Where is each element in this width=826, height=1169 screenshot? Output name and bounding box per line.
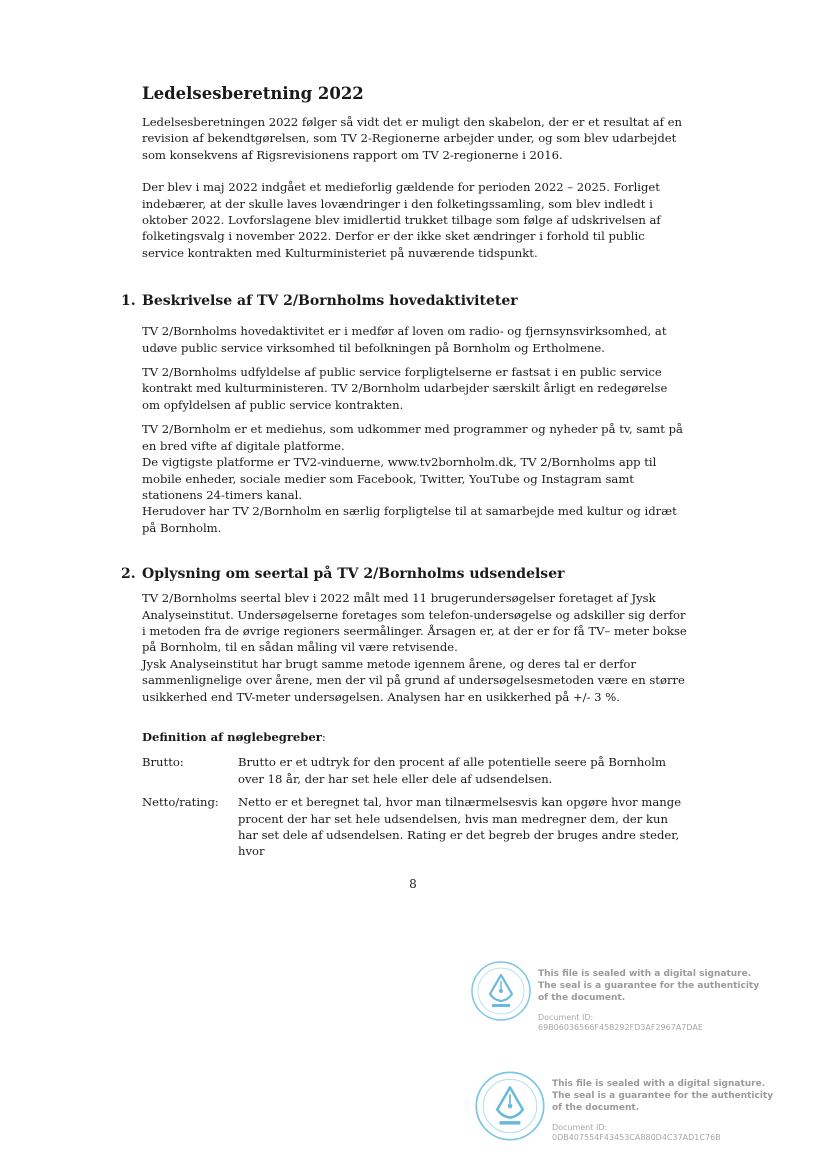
section-number: 2. [121,566,136,583]
seal-document-id [552,1123,721,1143]
digital-seal [470,960,770,1040]
intro-paragraph: Der blev i maj 2022 indgået et medieforlig gældende for perioden 2022 – 2025. Forliget indebærer, at der skulle laves lovændringer i den folketingssamling, som blev indledt i oktober 2022. Lovforslagene blev imidlertid trukket tilbage som følge af udskrivelsen af folketingsvalg i november 2022. Derfor er der ikke sket ændringer i forhold til public service kontrakten med Kulturministeriet på nuværende tidspunkt. [142,180,661,260]
section-heading-text: Beskrivelse af TV 2/Bornholms hovedaktiviteter [142,293,518,310]
seal-id-value: 0DB407554F43453CA880D4C37AD1C76B [552,1133,721,1142]
definitions-title [142,729,687,745]
section-paragraph: TV 2/Bornholm er et mediehus, som udkommer med programmer og nyheder på tv, samt på en bred vifte af digitale platforme. De vigtigste platforme er TV2-vinduerne, www.tv2bornholm.dk, TV 2/Bornholms app til mobile enheder, sociale medier som Facebook, Twitter, YouTube og Instagram samt stationens 24-timers kanal. Herudover har TV 2/Bornholm en særlig forpligtelse til at samarbejde med kultur og idræt på Bornholm. [142,422,683,535]
definition-term: Brutto: [142,755,184,770]
intro-paragraph: Ledelsesberetningen 2022 følger så vidt det er muligt den skabelon, der er et resultat af en revision af bekendtgørelsen, som TV 2-Regionerne arbejder under, og som blev udarbejdet som konsekvens af Rigsrevisionens rapport om TV 2-regionerne i 2016. [142,115,682,162]
intro-section [142,114,687,261]
seal-text: This file is sealed with a digital signature. The seal is a guarantee for the authenticity of the document. [552,1079,774,1113]
seal-stamp-icon [474,1070,546,1142]
page-title: Ledelsesberetning 2022 [142,84,364,103]
page-content [121,84,687,867]
section-paragraph: TV 2/Bornholms seertal blev i 2022 målt med 11 brugerundersøgelser foretaget af Jysk Analyseinstitut. Undersøgelserne foretages som telefon-undersøgelse og adskiller sig derfor i metoden fra de øvrige regioners seermålinger. Årsagen er, at der er for få TV– meter bokse på Bornholm, til en sådan måling vil være retvisende. Jysk Analyseinstitut har brugt samme metode igennem årene, og deres tal er derfor sammenlignelige over årene, men der vil på grund af undersøgelsesmetoden være en større usikkerhed end TV-meter undersøgelsen. Analysen har en usikkerhed på +/- 3 %. [142,591,687,704]
section-heading-text: Oplysning om seertal på TV 2/Bornholms udsendelser [142,566,565,583]
definition-term: Netto/rating: [142,795,219,810]
definitions-title-colon: : [321,729,326,744]
definitions-title-text: Definition af nøglebegreber [142,729,322,744]
definition-description: Netto er et beregnet tal, hvor man tilnærmelsesvis kan opgøre hvor mange procent der har set hele udsendelsen, hvis man medregner dem, der kun har set dele af udsendelsen. Rating er det begreb der bruges andre steder, hvor [238,795,682,859]
definition-row [142,794,687,860]
seal-id-value: 69B06036566F458292FD3AF2967A7DAE [538,1023,703,1032]
section-heading [121,291,687,311]
section-paragraph: TV 2/Bornholms udfyldelse af public service forpligtelserne er fastsat i en public service kontrakt med kulturministeren. TV 2/Bornholm udarbejder særskilt årligt en redegørelse om opfyldelsen af public service kontrakten. [142,365,668,412]
seal-text: This file is sealed with a digital signature. The seal is a guarantee for the authenticity of the document. [538,969,760,1003]
section-number: 1. [121,293,136,310]
seal-id-label: Document ID: [538,1013,594,1022]
section-heading [121,564,687,584]
page-number: 8 [409,877,417,891]
section-viewer-figures [121,564,687,860]
definition-description: Brutto er et udtryk for den procent af alle potentielle seere på Bornholm over 18 år, der har set hele eller dele af udsendelsen. [238,755,666,786]
seal-id-label: Document ID: [552,1123,608,1132]
definition-row [142,754,687,787]
digital-seal [474,1070,774,1150]
section-main-activities [121,291,687,536]
section-paragraph: TV 2/Bornholms hovedaktivitet er i medfør af loven om radio- og fjernsynsvirksomhed, at udøve public service virksomhed til befolkningen på Bornholm og Ertholmene. [142,324,667,355]
seal-stamp-icon [470,960,532,1022]
seal-document-id [538,1013,703,1033]
